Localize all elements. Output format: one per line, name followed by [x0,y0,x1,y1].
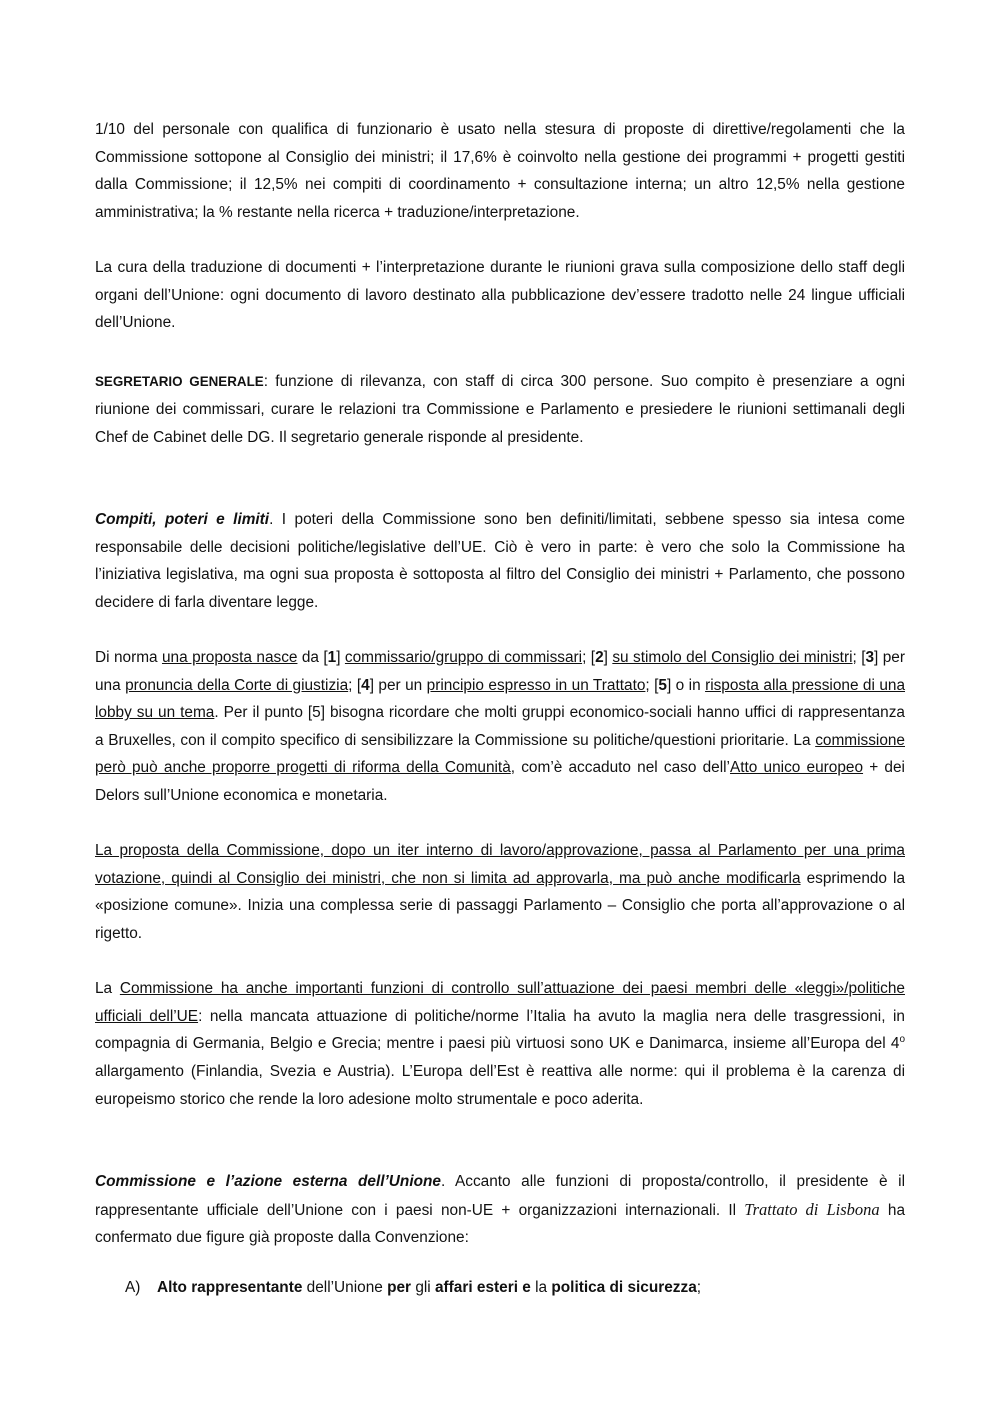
ordinal-superscript: o [899,1034,905,1046]
underlined-run: una proposta nasce [161,649,298,667]
text-run: ; [ [348,676,362,694]
text-run: . Accanto alle funzioni di proposta/controllo, il presidente è il rappresentante ufficiale dell’Unione con i paesi non-UE + organizzazioni internazionali. Il [95,1173,905,1219]
section-heading-powers: Compiti, poteri e limiti [95,511,270,529]
paragraph-translation: La cura della traduzione di documenti + l’interpretazione durante le riunioni grava sulla composizione dello staff degli organi dell’Unione: ogni documento di lavoro destinato alla pubblicazione dev’essere tradotto nelle 24 lingue ufficiali dell’Unione. [95,258,905,332]
list-item-text [157,1274,701,1302]
text-run: ; [ [645,676,659,694]
secretary-general-text: : funzione di rilevanza, con staff di circa 300 persone. Suo compito è presenziare a ogni riunione dei commissari, curare le relazioni tra Commissione e Parlamento e presiedere le riunioni settimanali degli Chef de Cabinet delle DG. Il segretario generale risponde al presidente. [95,373,905,446]
text-run: , com’è accaduto nel caso dell’ [510,759,730,777]
point-number: 2 [595,649,604,667]
text-run: da [ [297,649,328,667]
text-run: ] o in [666,676,706,694]
text-run: la [530,1278,552,1296]
treaty-name: Trattato di Lisbona [744,1199,880,1219]
paragraph-secretary-general [95,368,905,451]
paragraph-control-functions [95,975,905,1113]
point-number: 3 [865,649,875,667]
text-run: : nella mancata attuazione di politiche/norme l’Italia ha avuto la maglia nera delle trasgressioni, in compagnia di Germania, Belgio e Grecia; mentre i paesi più virtuosi sono UK e Danimarca, insieme all’Europa del 4 [95,1007,905,1053]
underlined-run: commissario/gruppo di commissari [344,649,583,667]
underlined-run: risposta alla pressione di una lobby su un tema [95,676,906,722]
underlined-run: su stimolo del Consiglio dei ministri [612,649,853,667]
paragraph-legislative-process [95,837,905,947]
bold-run: per [387,1278,412,1296]
paragraph-staff-roles: 1/10 del personale con qualifica di funzionario è usato nella stesura di proposte di direttive/regolamenti che la Commissione sottopone al Consiglio dei ministri; il 17,6% è coinvolto nella gestione dei programmi + progetti gestiti dalla Commissione; il 12,5% nei compiti di coordinamento + consultazione interna; un altro 12,5% nella gestione amministrativa; la % restante nella ricerca + traduzione/interpretazione. [95,121,905,221]
list-marker: A) [125,1278,141,1296]
text-run: ; [ [852,649,866,667]
underlined-run: principio espresso in un Trattato [426,676,646,694]
paragraph-external-action [95,1168,905,1252]
underlined-run: commissione però può anche proporre progetti di riforma della Comunità [95,731,905,777]
paragraph-proposal-origin [95,644,905,810]
list-item-a [95,1274,905,1302]
text-run: ] [603,649,613,667]
text-run: ; [ [582,649,596,667]
text-run: + dei Delors sull’Unione economica e monetaria. [95,759,905,805]
text-run: ] per una [95,649,905,694]
text-run: ] per un [369,676,427,694]
text-run: gli [411,1278,435,1296]
text-run: Di norma [95,649,162,667]
point-number: 5 [658,676,667,694]
point-number: 4 [361,676,370,694]
text-run: ] [336,649,345,667]
text-run: allargamento (Finlandia, Svezia e Austria). L’Europa dell’Est è reattiva alle norme: qui il problema è la carenza di europeismo storico che rende la loro adesione molto strumentale e poco aderita. [95,1063,905,1108]
text-run: ha confermato due figure già proposte dalla Convenzione: [95,1201,905,1247]
text-run: ; [696,1278,702,1296]
underlined-run: Commissione ha anche importanti funzioni di controllo sull’attuazione dei paesi membri delle «leggi»/politiche ufficiali dell’UE [95,980,905,1025]
point-number: 1 [327,649,337,667]
underlined-run: La proposta della Commissione, dopo un iter interno di lavoro/approvazione, passa al Parlamento per una prima votazione, quindi al Consiglio dei ministri, che non si limita ad approvarla, ma può anche modificarla [95,842,905,887]
document-page [95,116,905,1302]
text-run: La [95,980,120,998]
bold-run: politica di sicurezza [551,1278,697,1296]
underlined-run: Atto unico europeo [729,759,864,777]
secretary-general-label: SEGRETARIO GENERALE [95,374,264,390]
underlined-run: pronuncia della Corte di giustizia [125,676,349,694]
bold-run: affari esteri e [435,1278,531,1296]
text-run: . Per il punto [5] bisogna ricordare che molti gruppi economico-sociali hanno uffici di rappresentanza a Bruxelles, con il compito specifico di sensibilizzare la Commissione su politiche/questioni prioritarie. La [95,704,905,749]
text-run: esprimendo la «posizione comune». Inizia una complessa serie di passaggi Parlamento – Consiglio che porta all’approvazione o al rigetto. [95,869,905,943]
paragraph-powers [95,506,905,616]
section-heading-external-action: Commissione e l’azione esterna dell’Unione [95,1173,441,1191]
bold-run: Alto rappresentante [157,1278,303,1296]
text-run: dell’Unione [302,1278,388,1296]
powers-text: . I poteri della Commissione sono ben definiti/limitati, sebbene spesso sia intesa come responsabile delle decisioni politiche/legislative dell’UE. Ciò è vero in parte: è vero che solo la Commissione ha l’iniziativa legislativa, ma ogni sua proposta è sottoposta al filtro del Consiglio dei ministri + Parlamento, che possono decidere di farla diventare legge. [95,511,905,611]
